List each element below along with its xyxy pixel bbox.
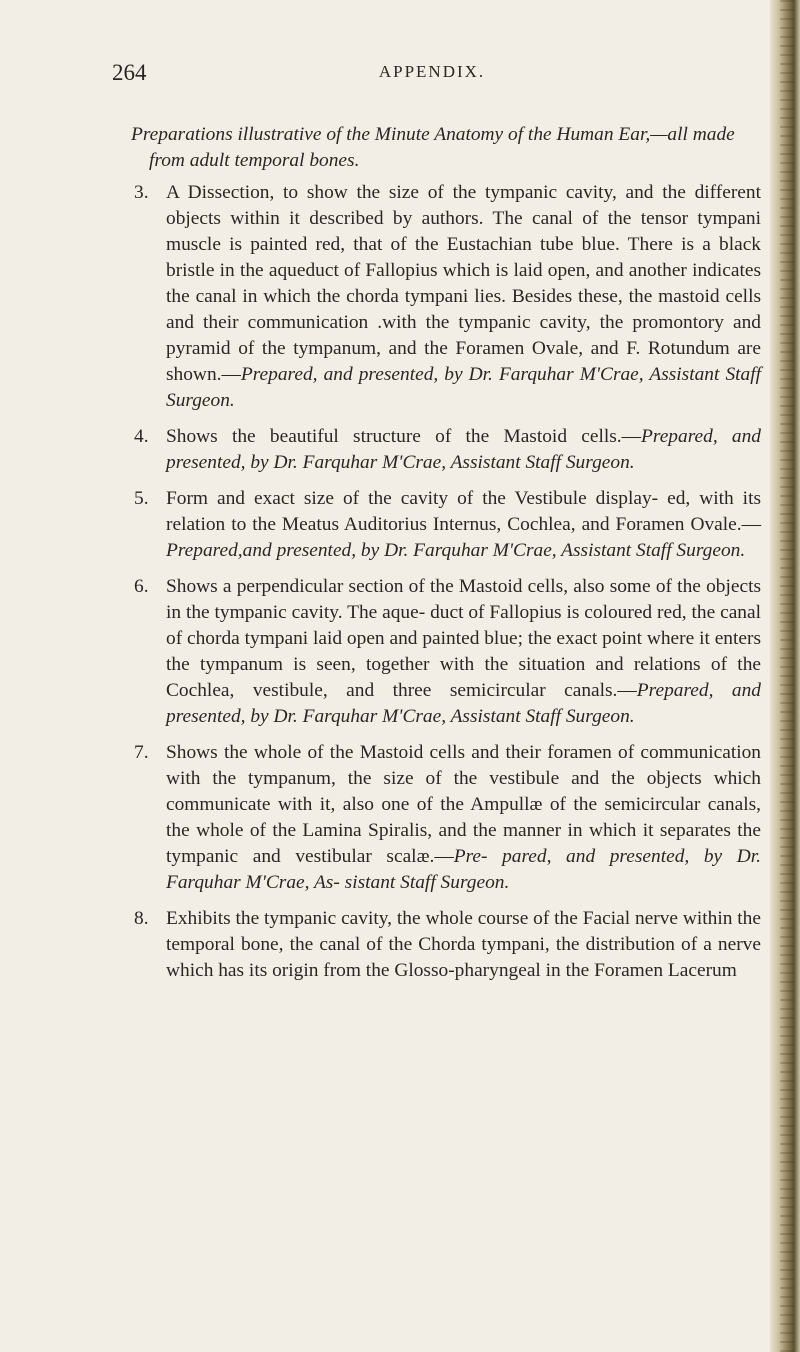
entry-number: 7. xyxy=(134,742,149,763)
page-header xyxy=(112,62,752,92)
entry-description: Form and exact size of the cavity of the Vestibule display- ed, with its relation to the Meatus Auditorius Internus, Cochlea, and Foramen Ovale.— xyxy=(166,488,761,535)
list-item xyxy=(131,740,761,896)
entry-credit: Pre- pared, and presented, by Dr. Farquhar M'Crae, As- sistant Staff Surgeon. xyxy=(166,846,761,893)
entry-credit: Prepared, and presented, by Dr. Farquhar M'Crae, Assistant Staff Surgeon. xyxy=(166,426,762,473)
entry-description: Shows the whole of the Mastoid cells and their foramen of communication with the tympanum, the size of the vestibule and the objects which communicate with it, also one of the Ampullæ of the semicircular canals, the whole of the Lamina Spiralis, and the manner in which it separates the tympanic and vestibular scalæ.— xyxy=(166,742,761,867)
list-item xyxy=(131,424,761,476)
entry-credit: Prepared, and presented, by Dr. Farquhar M'Crae, Assistant Staff Surgeon. xyxy=(166,364,761,411)
entry-description: Shows a perpendicular section of the Mastoid cells, also some of the objects in the tympanic cavity. The aque- duct of Fallopius is coloured red, the canal of chorda tympani laid open and painted blue; the exact point where it enters the tympanum is seen, together with the situation and relations of the Cochlea, vestibule, and three semicircular canals.— xyxy=(166,576,761,701)
running-head: APPENDIX. xyxy=(378,62,486,81)
page-body xyxy=(131,122,761,994)
entry-number: 8. xyxy=(134,908,149,929)
page-edge-texture xyxy=(780,0,794,1352)
page-number: 264 xyxy=(112,60,147,85)
entry-text xyxy=(166,740,761,896)
entry-number: 6. xyxy=(134,576,149,597)
entry-description: Exhibits the tympanic cavity, the whole course of the Facial nerve within the temporal bone, the canal of the Chorda tympani, the distribution of a nerve which has its origin from the Glosso-pharyngeal in the Foramen Lacerum xyxy=(166,908,761,981)
entry-number: 4. xyxy=(134,426,149,447)
entry-text xyxy=(166,574,761,730)
list-item xyxy=(131,574,761,730)
list-item xyxy=(131,180,761,414)
section-intro: Preparations illustrative of the Minute Anatomy of the Human Ear,—all made from adult temporal bones. xyxy=(131,124,735,171)
entry-number: 3. xyxy=(134,182,149,203)
entry-text xyxy=(166,180,761,414)
entry-text xyxy=(166,486,761,564)
entry-credit: Prepared, and presented, by Dr. Farquhar M'Crae, Assistant Staff Surgeon. xyxy=(166,680,761,727)
entry-number: 5. xyxy=(134,488,149,509)
list-item xyxy=(131,906,761,984)
entry-credit: Prepared,and presented, by Dr. Farquhar M'Crae, Assistant Staff Surgeon. xyxy=(166,540,746,561)
list-item xyxy=(131,486,761,564)
entry-description: Shows the beautiful structure of the Mastoid cells.— xyxy=(166,426,642,447)
entry-description: A Dissection, to show the size of the tympanic cavity, and the different objects within it described by authors. The canal of the tensor tympani muscle is painted red, that of the Eustachian tube blue. There is a black bristle in the aqueduct of Fallopius which is laid open, and another indicates the canal in which the chorda tympani lies. Besides these, the mastoid cells and their communication .with the tympanic cavity, the promontory and pyramid of the tympanum, and the Foramen Ovale, and F. Rotundum are shown.— xyxy=(166,182,761,385)
entry-text xyxy=(166,906,761,984)
entry-text xyxy=(166,424,761,476)
